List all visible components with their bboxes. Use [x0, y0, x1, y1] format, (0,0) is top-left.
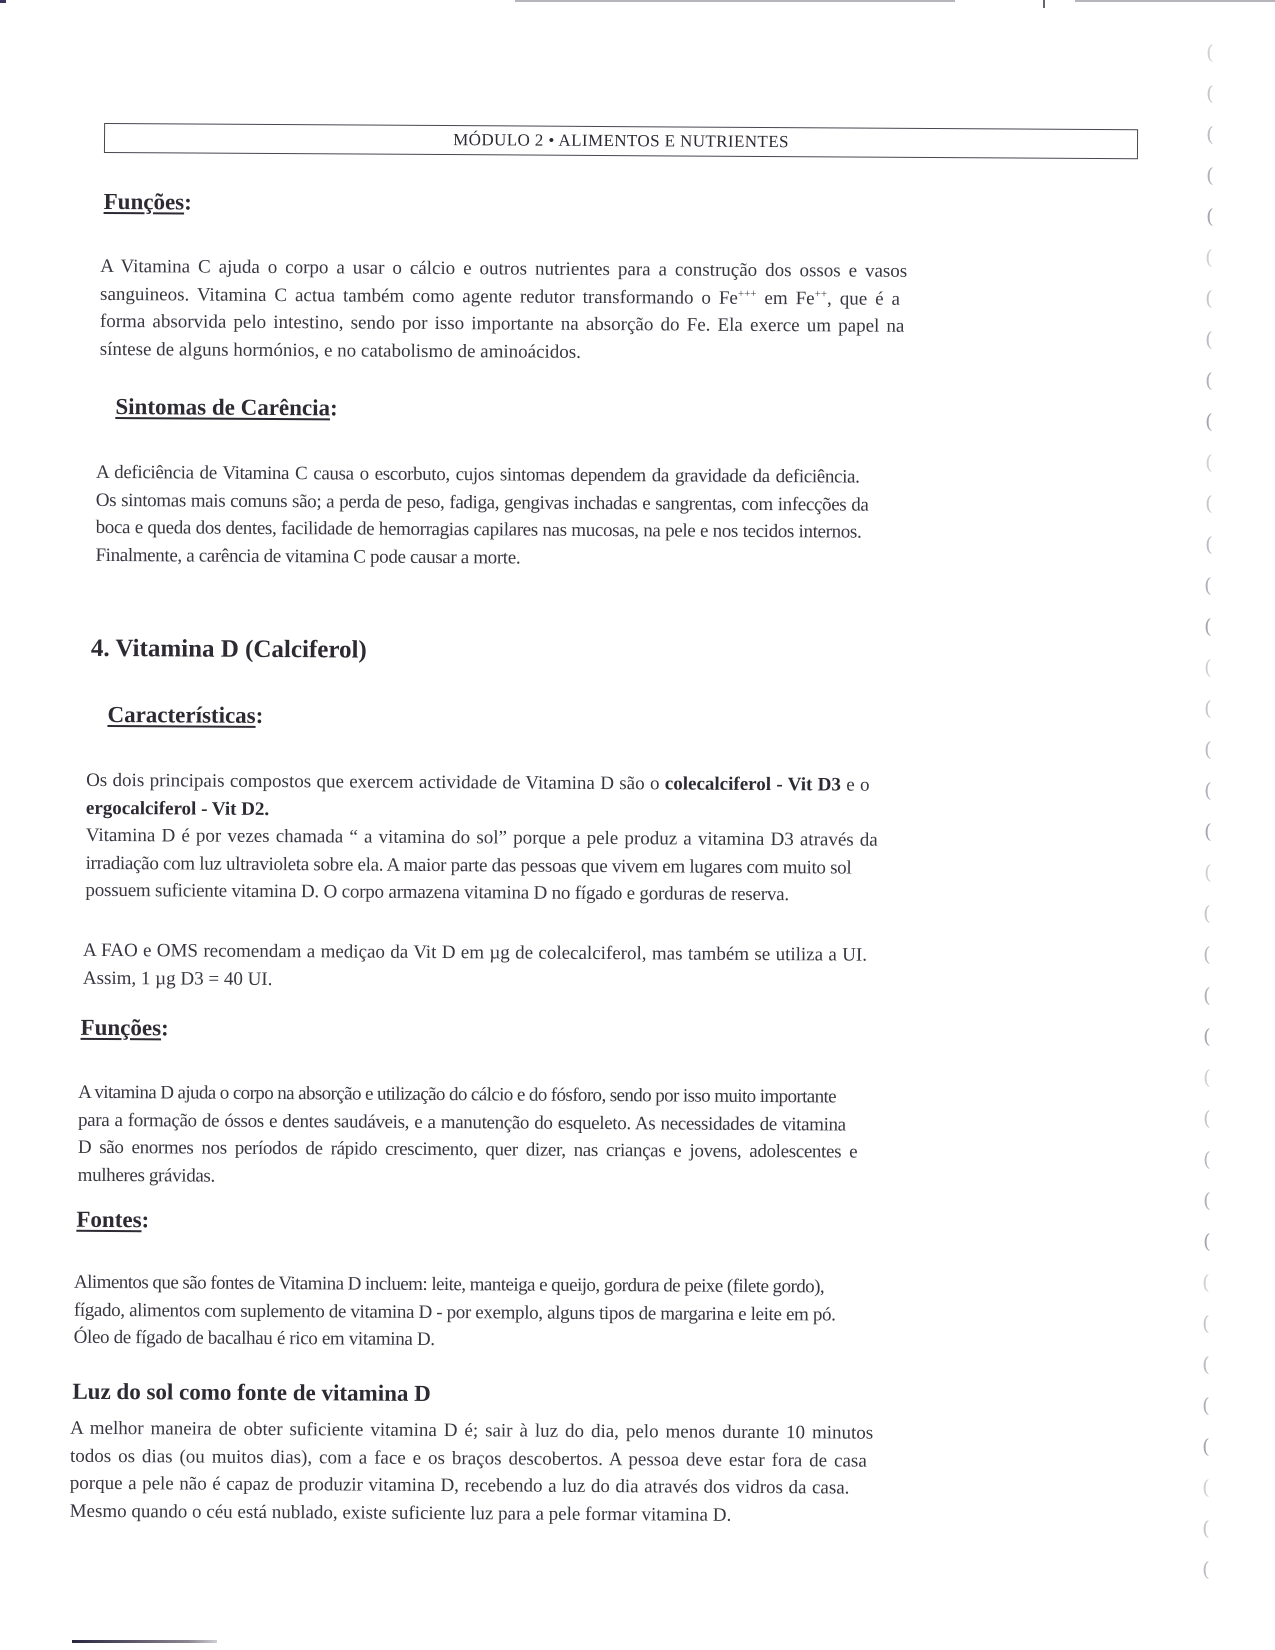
binder-mark: ( — [1203, 983, 1211, 1007]
heading-text: Características — [107, 701, 256, 728]
text-line: Mesmo quando o céu está nublado, existe suficiente luz para a pele formar vitamina D. — [69, 1500, 732, 1526]
heading-text: Sintomas de Carência — [115, 394, 331, 421]
binder-mark: ( — [1206, 163, 1214, 187]
binder-mark: ( — [1203, 1106, 1211, 1130]
heading-text: Fontes — [76, 1206, 142, 1233]
text-line: Óleo de fígado de bacalhau é rico em vitamina D. — [73, 1326, 435, 1350]
binder-mark: ( — [1206, 204, 1214, 228]
binder-mark: ( — [1203, 1024, 1211, 1048]
text-line: Os sintomas mais comuns são; a perda de peso, fadiga, gengivas inchadas e sangrentas, com infecções da — [95, 489, 869, 516]
paragraph-caracteristicas-d — [85, 767, 1136, 911]
text-line: síntese de alguns hormónios, e no catabolismo de aminoácidos. — [99, 338, 582, 363]
text-segment: sanguineos. Vitamina C actua também como agente redutor transformando o Fe — [100, 283, 738, 309]
binder-mark: ( — [1204, 737, 1212, 761]
binder-mark: ( — [1203, 1065, 1211, 1089]
module-header-box — [104, 123, 1138, 159]
heading-colon: : — [184, 189, 192, 215]
text-line: Alimentos que são fontes de Vitamina D incluem: leite, manteiga e queijo, gordura de peixe (filete gordo), — [73, 1271, 825, 1298]
heading-text: Funções — [80, 1014, 162, 1041]
binder-mark: ( — [1205, 245, 1213, 269]
text-line: A Vitamina C ajuda o corpo a usar o cálcio e outros nutrientes para a construção dos ossos e vasos — [100, 255, 908, 282]
paragraph-funcoes-d — [78, 1079, 1139, 1195]
heading-colon: : — [329, 395, 338, 421]
text-segment: Os dois principais compostos que exercem actividade de Vitamina D são o — [86, 769, 665, 795]
heading-caracteristicas — [107, 702, 263, 729]
binder-mark: ( — [1202, 1434, 1210, 1458]
top-edge-rule-right — [1075, 0, 1275, 2]
heading-colon: : — [161, 1015, 169, 1041]
text-line: Assim, 1 µg D3 = 40 UI. — [82, 967, 273, 990]
text-line: A vitamina D ajuda o corpo na absorção e utilização do cálcio e do fósforo, sendo por isso muito importante — [78, 1081, 837, 1108]
text-line: irradiação com luz ultravioleta sobre ela. A maior parte das pessoas que vivem em lugares com muito sol — [85, 852, 852, 879]
text-line: A melhor maneira de obter suficiente vitamina D é; sair à luz do dia, pelo menos durante 10 minutos — [70, 1417, 874, 1444]
binder-mark: ( — [1203, 901, 1211, 925]
binder-mark: ( — [1202, 1516, 1210, 1540]
binder-mark: ( — [1202, 1557, 1210, 1581]
paragraph-fao-oms — [83, 937, 1133, 998]
binder-mark: ( — [1204, 860, 1212, 884]
text-segment: , que é a — [826, 287, 901, 310]
heading-vitamina-d: 4. Vitamina D (Calciferol) — [90, 634, 367, 664]
heading-colon: : — [141, 1207, 150, 1233]
heading-sintomas-carencia — [115, 394, 337, 421]
binder-mark: ( — [1204, 819, 1212, 843]
superscript-charge: ++ — [814, 287, 828, 300]
text-line: todos os dias (ou muitos dias), com a face e os braços descobertos. A pessoa deve estar fora de casa — [69, 1445, 867, 1472]
binder-mark: ( — [1202, 1311, 1210, 1335]
bold-term-d3: colecalciferol - Vit D3 — [664, 773, 841, 796]
text-line: A deficiência de Vitamina C causa o escorbuto, cujos sintomas dependem da gravidade da deficiência. — [95, 461, 860, 488]
binder-mark: ( — [1205, 409, 1213, 433]
binder-mark: ( — [1204, 778, 1212, 802]
text-line: para a formação de óssos e dentes saudáveis, e a manutenção do esqueleto. As necessidades de vitamina — [77, 1109, 846, 1136]
binder-mark: ( — [1205, 286, 1213, 310]
heading-fontes — [76, 1207, 149, 1233]
binder-mark: ( — [1203, 1188, 1211, 1212]
text-line: boca e queda dos dentes, facilidade de hemorragias capilares nas mucosas, na pele e nos tecidos internos. — [95, 516, 862, 543]
binder-mark: ( — [1202, 1475, 1210, 1499]
text-line: porque a pele não é capaz de produzir vitamina D, recebendo a luz do dia através dos vidros da casa. — [69, 1472, 850, 1499]
heading-luz-do-sol: Luz do sol como fonte de vitamina D — [72, 1378, 431, 1406]
binder-mark: ( — [1205, 327, 1213, 351]
binder-mark: ( — [1203, 1147, 1211, 1171]
heading-funcoes-d — [81, 1015, 169, 1042]
binder-mark: ( — [1205, 491, 1213, 515]
binder-mark: ( — [1204, 696, 1212, 720]
paragraph-sintomas-c — [95, 459, 1136, 575]
binder-mark: ( — [1206, 81, 1214, 105]
binder-mark: ( — [1205, 368, 1213, 392]
text-line: mulheres grávidas. — [77, 1164, 215, 1187]
paragraph-fontes-d — [74, 1269, 1144, 1358]
text-line: A FAO e OMS recomendam a mediçao da Vit D em µg de colecalciferol, mas também se utiliza a UI. — [83, 939, 868, 966]
binder-mark: ( — [1202, 1393, 1210, 1417]
binder-mark: ( — [1202, 1352, 1210, 1376]
binder-mark: ( — [1204, 655, 1212, 679]
binder-mark: ( — [1205, 450, 1213, 474]
text-line: fígado, alimentos com suplemento de vitamina D - por exemplo, alguns tipos de margarina e leite em pó. — [73, 1299, 836, 1325]
superscript-charge: +++ — [737, 287, 757, 300]
binder-mark: ( — [1204, 614, 1212, 638]
text-segment: e o — [840, 774, 870, 796]
binder-mark: ( — [1204, 573, 1212, 597]
paragraph-funcoes-c — [100, 253, 1139, 369]
binder-mark: ( — [1203, 942, 1211, 966]
text-line: forma absorvida pelo intestino, sendo por isso importante na absorção do Fe. Ela exerce um papel na — [99, 310, 905, 337]
text-line: D são enormes nos períodos de rápido crescimento, quer dizer, nas crianças e jovens, adolescentes e — [77, 1136, 858, 1163]
bottom-edge-rule — [72, 1640, 217, 1643]
binder-mark: ( — [1206, 122, 1214, 146]
binder-mark: ( — [1203, 1229, 1211, 1253]
binder-hole-marks — [1200, 40, 1240, 1650]
text-segment: em Fe — [756, 287, 815, 309]
heading-colon: : — [255, 702, 264, 728]
bold-term-d2: ergocalciferol - Vit D2. — [85, 797, 270, 820]
text-line: Vitamina D é por vezes chamada “ a vitamina do sol” porque a pele produz a vitamina D3 através da — [85, 824, 878, 851]
binder-mark: ( — [1202, 1270, 1210, 1294]
text-line: possuem suficiente vitamina D. O corpo armazena vitamina D no fígado e gorduras de reserva. — [85, 879, 790, 906]
heading-text: Funções — [103, 188, 185, 215]
heading-funcoes-c — [104, 189, 192, 216]
text-line: Finalmente, a carência de vitamina C pode causar a morte. — [95, 544, 521, 569]
binder-mark: ( — [1205, 532, 1213, 556]
module-title: MÓDULO 2 • ALIMENTOS E NUTRIENTES — [453, 130, 789, 152]
binder-mark: ( — [1206, 40, 1214, 64]
paragraph-luz-do-sol — [70, 1415, 1141, 1532]
